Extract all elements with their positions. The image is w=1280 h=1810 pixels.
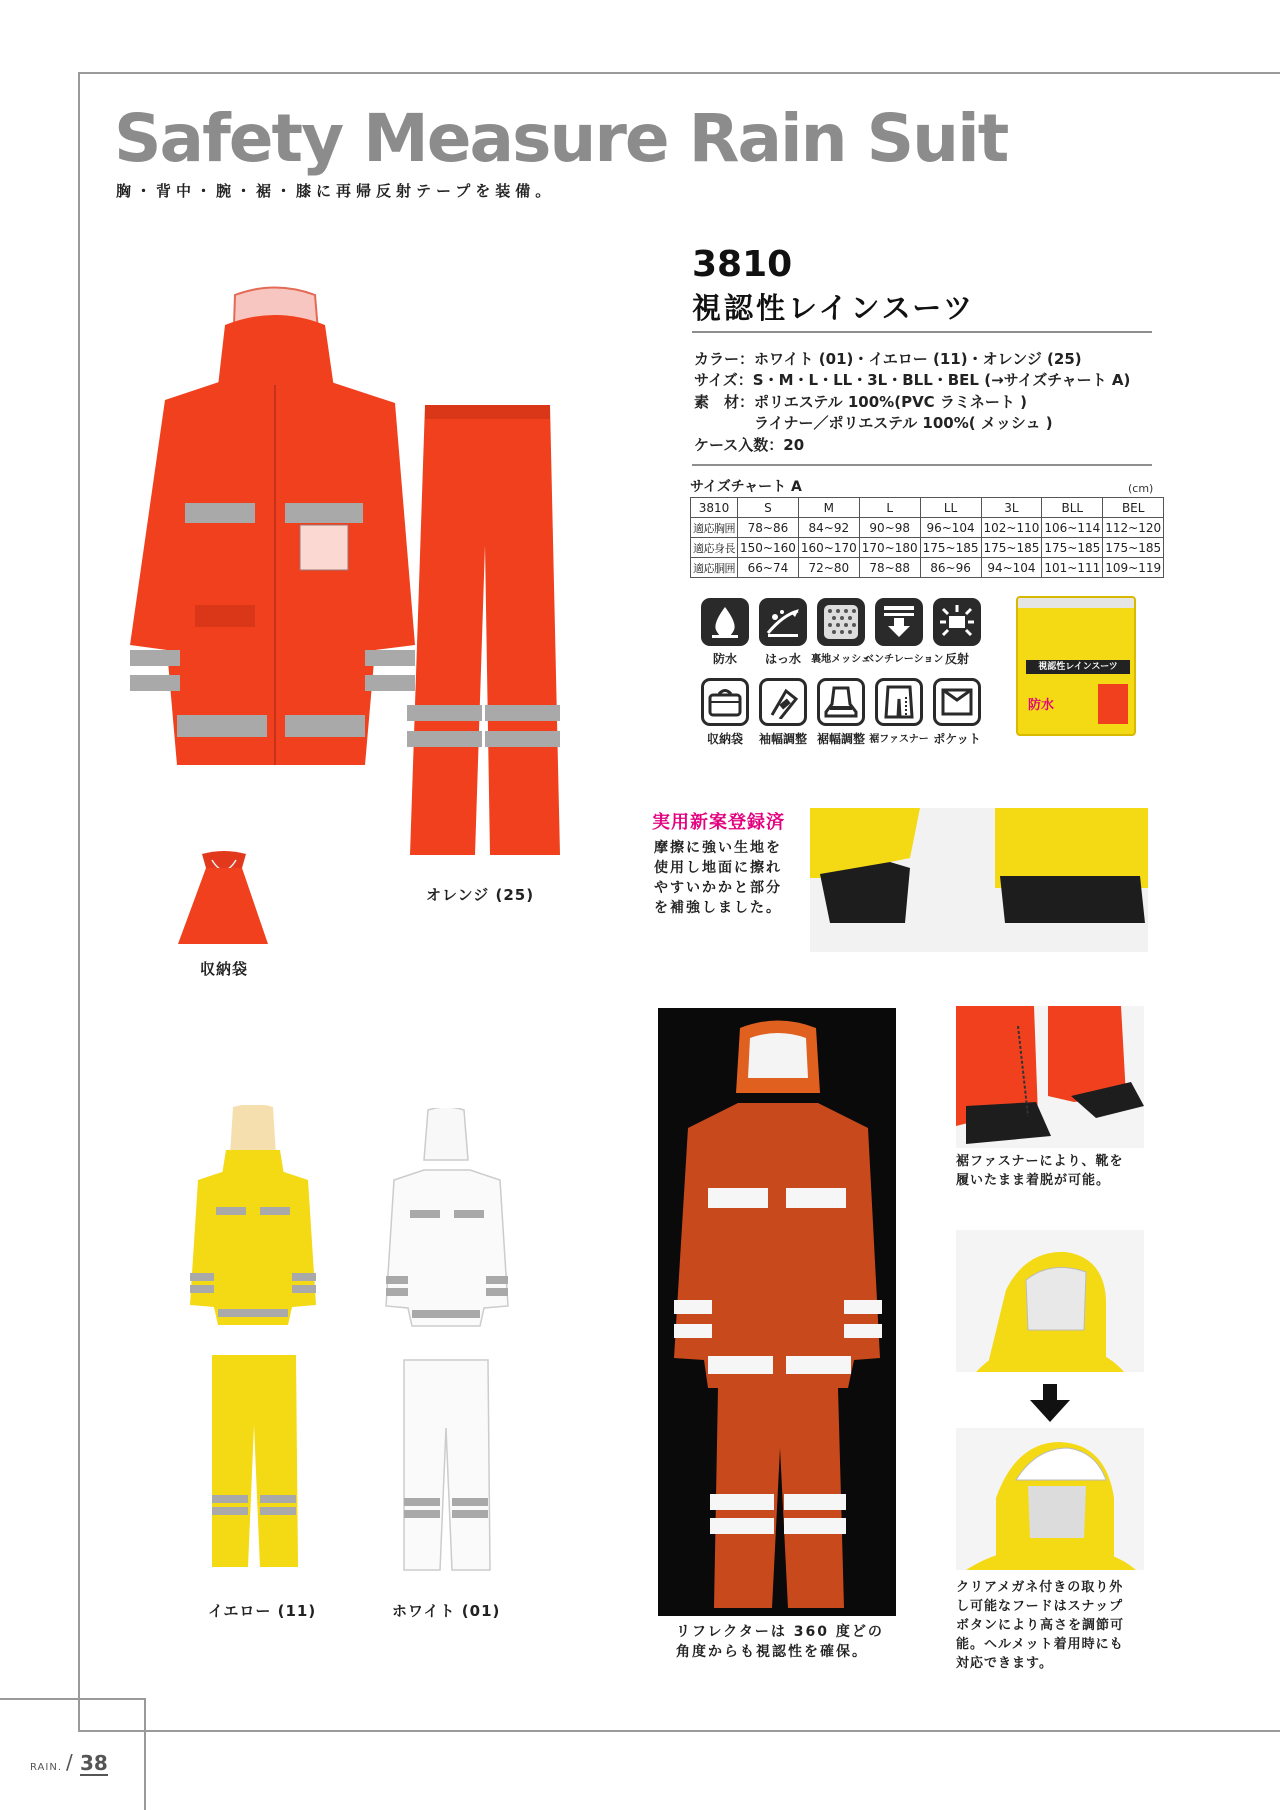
table-cell: 170~180 — [859, 538, 920, 558]
caption-white: ホワイト (01) — [392, 1602, 501, 1620]
pocket-icon — [933, 678, 981, 726]
utility-text-1: 摩擦に強い生地を — [654, 840, 782, 856]
feature-label: 収納袋 — [706, 732, 743, 746]
header-cell: LL — [920, 498, 981, 518]
package-label: 視認性レインスーツ — [1026, 660, 1130, 674]
table-cell: 160~170 — [798, 538, 859, 558]
table-cell: 96~104 — [920, 518, 981, 538]
hood-caption-4: 能。ヘルメット着用時にも — [956, 1637, 1124, 1652]
header-cell: S — [738, 498, 799, 518]
frame-left-line — [78, 72, 80, 1732]
page-number: 38 — [80, 1751, 108, 1775]
header-cell: BLL — [1042, 498, 1103, 518]
reflector-caption-2: 角度からも視認性を確保。 — [676, 1644, 868, 1660]
table-cell: 112~120 — [1103, 518, 1164, 538]
zipper-caption-1: 裾ファスナーにより、靴を — [956, 1154, 1124, 1169]
table-cell: 150~160 — [738, 538, 799, 558]
product-name: 視認性レインスーツ — [692, 291, 976, 325]
header-cell: BEL — [1103, 498, 1164, 518]
footer-section: RAIN. — [30, 1762, 62, 1773]
feature-label: ベンチレーション — [864, 654, 944, 665]
hem-zipper-icon — [875, 678, 923, 726]
footer-slash: / — [66, 1750, 73, 1774]
page-title: Safety Measure Rain Suit — [114, 100, 1008, 177]
header-cell: 3810 — [691, 498, 738, 518]
product-model: 3810 — [692, 244, 793, 285]
feature-label: はっ水 — [764, 652, 801, 666]
utility-text-3: やすいかかと部分 — [654, 880, 782, 896]
spec-rule-bottom — [692, 464, 1152, 466]
storage-bag-photo — [172, 850, 276, 950]
corner-box — [0, 1698, 146, 1810]
storage-bag-icon — [701, 678, 749, 726]
table-cell: 175~185 — [981, 538, 1042, 558]
feature-pocket — [922, 678, 992, 747]
ventilation-icon — [875, 598, 923, 646]
feature-label: 裾幅調整 — [816, 732, 865, 746]
table-row — [691, 538, 1164, 558]
table-cell: 90~98 — [859, 518, 920, 538]
spec-size: サイズ：S・M・L・LL・3L・BLL・BEL (→サイズチャート A) — [694, 371, 1131, 389]
size-chart-table — [690, 497, 1164, 578]
table-cell: 175~185 — [1042, 538, 1103, 558]
table-cell: 66~74 — [738, 558, 799, 578]
hood-caption-3: ボタンにより高さを調節可 — [956, 1618, 1125, 1633]
size-chart-title: サイズチャート A — [690, 479, 802, 495]
feature-label: 裏地メッシュ — [811, 654, 871, 665]
package-sub: 防水 — [1028, 698, 1055, 713]
row-label: 適応身長 — [691, 538, 738, 558]
utility-text-4: を補強しました。 — [654, 900, 782, 916]
spec-material: 素 材：ポリエステル 100%(PVC ラミネート ) — [694, 393, 1027, 411]
feature-reflective — [922, 598, 992, 667]
size-chart-header-row — [691, 498, 1164, 518]
row-label: 適応胸囲 — [691, 518, 738, 538]
feature-label: 袖幅調整 — [758, 732, 807, 746]
table-cell: 78~88 — [859, 558, 920, 578]
heel-reinforcement-photo — [810, 808, 1148, 952]
caption-orange: オレンジ (25) — [426, 886, 535, 904]
spec-rule-top — [692, 331, 1152, 333]
utility-text-2: 使用し地面に擦れ — [654, 860, 782, 876]
white-suit-photo — [384, 1108, 510, 1578]
table-cell: 84~92 — [798, 518, 859, 538]
feature-label: 裾ファスナー — [869, 734, 929, 745]
spec-color: カラー：ホワイト (01)・イエロー (11)・オレンジ (25) — [694, 350, 1082, 368]
table-cell: 72~80 — [798, 558, 859, 578]
feature-label: 防水 — [712, 652, 737, 666]
hood-caption-2: し可能なフードはスナップ — [956, 1599, 1124, 1614]
table-cell: 175~185 — [1103, 538, 1164, 558]
caption-bag: 収納袋 — [200, 960, 249, 978]
waterproof-icon — [701, 598, 749, 646]
reflector-night-photo — [658, 1008, 896, 1616]
zipper-caption-2: 履いたまま着脱が可能。 — [956, 1173, 1111, 1188]
package-photo — [1016, 596, 1136, 736]
reflector-caption-1: リフレクターは 360 度どの — [676, 1624, 884, 1640]
utility-title: 実用新案登録済 — [652, 812, 785, 833]
hood-caption-1: クリアメガネ付きの取り外 — [956, 1580, 1124, 1595]
spec-liner: ライナー／ポリエステル 100%( メッシュ ) — [694, 414, 1053, 432]
table-cell: 109~119 — [1103, 558, 1164, 578]
page-subtitle: 胸・背中・腕・裾・膝に再帰反射テープを装備。 — [116, 182, 556, 200]
row-label: 適応胴囲 — [691, 558, 738, 578]
yellow-suit-photo — [188, 1105, 318, 1575]
table-row — [691, 518, 1164, 538]
hood-photo-helmet — [956, 1428, 1144, 1570]
package-inset — [1098, 684, 1128, 724]
frame-top-line — [78, 72, 1280, 74]
size-chart-unit: (cm) — [1128, 482, 1154, 495]
mesh-lining-icon — [817, 598, 865, 646]
table-cell: 102~110 — [981, 518, 1042, 538]
frame-bottom-line — [78, 1730, 1280, 1732]
hem-zipper-photo — [956, 1006, 1144, 1148]
spec-case: ケース入数：20 — [694, 436, 805, 454]
table-cell: 175~185 — [920, 538, 981, 558]
feature-label: 反射 — [944, 652, 969, 666]
feature-label: ポケット — [933, 732, 981, 746]
orange-suit-photo — [125, 285, 565, 855]
hem-adjust-icon — [817, 678, 865, 726]
hood-photo-before — [956, 1230, 1144, 1372]
header-cell: 3L — [981, 498, 1042, 518]
table-cell: 101~111 — [1042, 558, 1103, 578]
table-cell: 78~86 — [738, 518, 799, 538]
table-cell: 86~96 — [920, 558, 981, 578]
header-cell: L — [859, 498, 920, 518]
table-cell: 106~114 — [1042, 518, 1103, 538]
table-row — [691, 558, 1164, 578]
caption-yellow: イエロー (11) — [208, 1602, 317, 1620]
table-cell: 94~104 — [981, 558, 1042, 578]
package-hanger — [1018, 598, 1134, 608]
sleeve-adjust-icon — [759, 678, 807, 726]
arrow-down-icon — [1030, 1384, 1070, 1422]
reflective-icon — [933, 598, 981, 646]
water-repellent-icon — [759, 598, 807, 646]
header-cell: M — [798, 498, 859, 518]
hood-caption-5: 対応できます。 — [956, 1656, 1053, 1671]
